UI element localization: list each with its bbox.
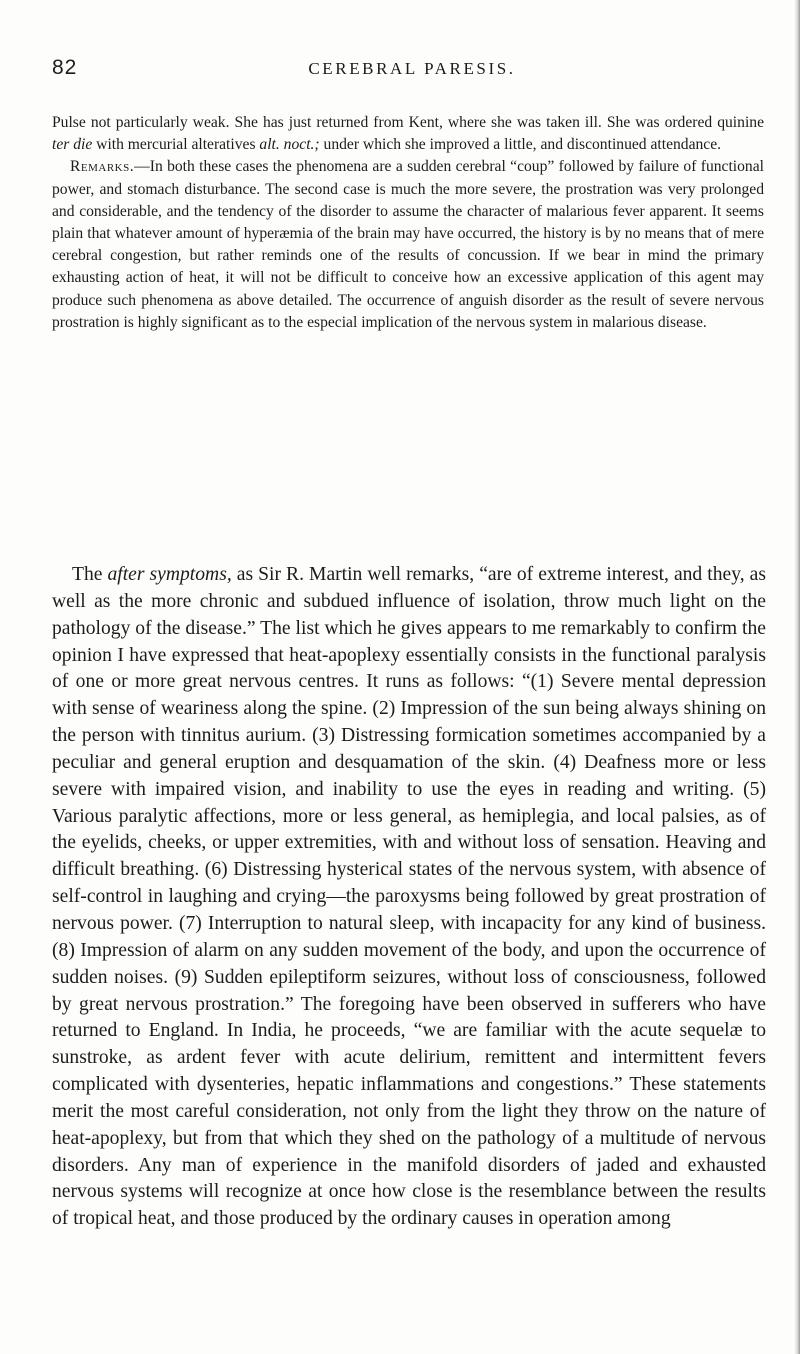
case-notes-block: [52, 112, 764, 334]
remarks-body: —In both these cases the phenomena are a sudden cerebral “coup” followed by failure of functional power, and stomach disturbance. The second case is much the more severe, the prostration was very prolonged and considerable, and the tendency of the disorder to assume the character of malarious fever apparent. It seems plain that whatever amount of hyperæmia of the brain may have occurred, the history is by no means that of mere cerebral congestion, but rather reminds one of the results of concussion. If we bear in mind the primary exhausting action of heat, it will not be difficult to conceive how an excessive application of this agent may produce such phenomena as above detailed. The occurrence of anguish disorder as the result of severe nervous prostration is highly significant as to the especial implication of the nervous system in malarious disease.: [52, 158, 764, 331]
latin-dosage-ter-die: ter die: [52, 136, 93, 154]
remarks-paragraph: [52, 156, 764, 334]
main-paragraph: The after symptoms, as Sir R. Martin well remarks, “are of extreme interest, and they, as well as the more chronic and subdued influence of isolation, throw much light on the pathology of the disease.” The list which he gives appears to me remarkably to confirm the opinion I have expressed that heat-apoplexy essentially consists in the functional paralysis of one or more great nervous centres. It runs as follows: “(1) Severe mental depression with sense of weariness along the spine. (2) Impression of the sun being always shining on the person with tinnitus aurium. (3) Distressing formication sometimes accompanied by a peculiar and general eruption and desquamation of the skin. (4) Deafness more or less severe with impaired vision, and inability to use the eyes in reading and writing. (5) Various paralytic affections, more or less general, as hemiplegia, and local palsies, as of the eyelids, cheeks, or upper extremities, with and without loss of sensation. Heaving and difficult breathing. (6) Distressing hysterical states of the nervous system, with absence of self-control in laughing and crying—the paroxysms being followed by great prostration of nervous power. (7) Interruption to natural sleep, with incapacity for any kind of business. (8) Impression of alarm on any sudden movement of the body, and upon the occurrence of sudden noises. (9) Sudden epileptiform seizures, without loss of consciousness, followed by great nervous prostration.” The foregoing have been observed in sufferers who have returned to England. In India, he proceeds, “we are familiar with the acute sequelæ to sunstroke, as ardent fever with acute delirium, remittent and intermittent fevers complicated with dysenteries, hepatic inflammations and congestions.” These statements merit the most careful consideration, not only from the light they throw on the nature of heat-apoplexy, but from that which they shed on the pathology of a multitude of nervous disorders. Any man of experience in the manifold disorders of jaded and exhausted nervous systems will recognize at once how close is the resemblance between the results of tropical heat, and those produced by the ordinary causes in operation among: [52, 564, 766, 1230]
running-title: CEREBRAL PARESIS.: [308, 59, 516, 78]
page-number: 82: [52, 56, 78, 79]
italic-after-symptoms: after symptoms,: [107, 564, 232, 585]
main-body: as Sir R. Martin well remarks, “are of extreme interest, and they, as well as the more chronic and subdued influence of isolation, throw much light on the pathology of the disease.” The list which he gives appears to me remarkably to confirm the opinion I have expressed that heat-apoplexy essentially consists in the functional paralysis of one or more great nervous centres. It runs as follows: “(1) Severe mental depression with sense of weariness along the spine. (2) Impression of the sun being always shining on the person with tinnitus aurium. (3) Distressing formication sometimes accompanied by a peculiar and general eruption and desquamation of the skin. (4) Deafness more or less severe with impaired vision, and inability to use the eyes in reading and writing. (5) Various paralytic affections, more or less general, as hemiplegia, and local palsies, as of the eyelids, cheeks, or upper extremities, with and without loss of sensation. Heaving and difficult breathing. (6) Distressing hysterical states of the nervous system, with absence of self-control in laughing and crying—the paroxysms being followed by great prostration of nervous power. (7) Interruption to natural sleep, with incapacity for any kind of business. (8) Impression of alarm on any sudden movement of the body, and upon the occurrence of sudden noises. (9) Sudden epileptiform seizures, without loss of consciousness, followed by great nervous prostration.” The foregoing have been observed in sufferers who have returned to England. In India, he proceeds, “we are familiar with the acute sequelæ to sunstroke, as ardent fever with acute delirium, remittent and intermittent fevers complicated with dysenteries, hepatic inflammations and congestions.” These statements merit the most careful consideration, not only from the light they throw on the nature of heat-apoplexy, but from that which they shed on the pathology of a multitude of nervous disorders. Any man of experience in the manifold disorders of jaded and exhausted nervous systems will recognize at once how close is the resemblance between the results of tropical heat, and those produced by the ordinary causes in operation among: [52, 564, 766, 1230]
latin-dosage-alt-noct: alt. noct.;: [259, 136, 320, 154]
page-header: [52, 56, 752, 86]
case-note-paragraph: Pulse not particularly weak. She has just returned from Kent, where she was taken ill. She was ordered quinine ter die with mercurial alteratives alt. noct.; under which she improved a little, and discontinued attendance.: [52, 114, 764, 154]
remarks-label: Remarks.: [70, 158, 135, 176]
main-text-block: [52, 562, 766, 1233]
page-edge-shadow: [794, 0, 800, 1354]
